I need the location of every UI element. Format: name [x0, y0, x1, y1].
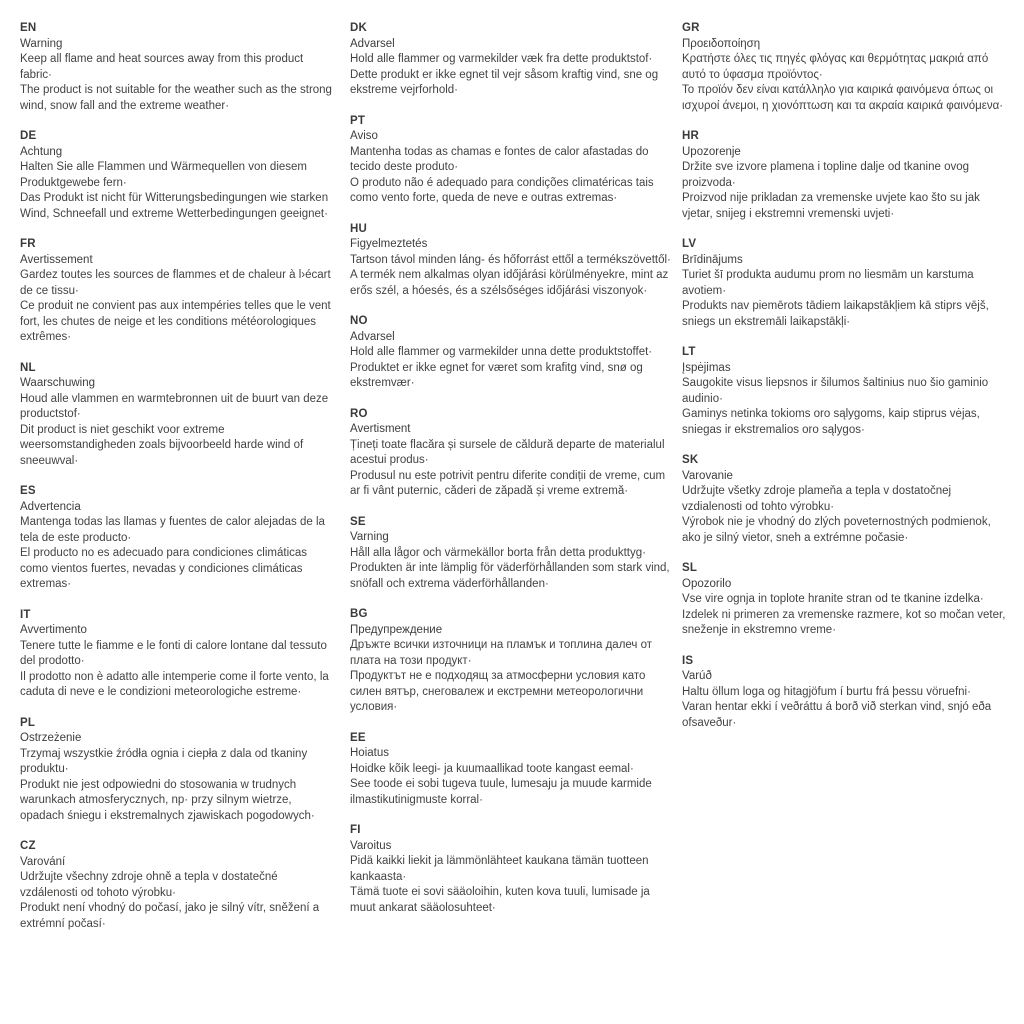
warning-paragraph: A termék nem alkalmas olyan időjárási körülményekre, mint az erős szél, a hóesés, és a szélsőséges időjárási viszonyok· — [350, 269, 669, 297]
language-code: BG — [350, 608, 368, 620]
warning-paragraph: Trzymaj wszystkie źródła ognia i ciepła z dala od tkaniny produktu· — [20, 747, 308, 775]
language-section — [350, 823, 672, 916]
warning-title: Warning — [20, 37, 63, 50]
language-section — [20, 129, 334, 222]
language-code: EE — [350, 731, 366, 744]
warning-paragraph: Haltu öllum loga og hitagjöfum í burtu frá þessu vöruefni· — [682, 685, 971, 698]
warning-paragraph: Gardez toutes les sources de flammes et de chaleur à l›écart de ce tissu· — [20, 269, 331, 297]
language-code: DK — [350, 22, 368, 34]
section-body — [350, 52, 672, 99]
warning-paragraph: Vse vire ognja in toplote hranite stran od te tkanine izdelka· — [682, 593, 984, 605]
warning-paragraph: El producto no es adecuado para condiciones climáticas como vientos fuertes, nevadas y condiciones climáticas extremas· — [20, 547, 308, 590]
warning-paragraph: Keep all flame and heat sources away from this product fabric· — [20, 53, 304, 81]
language-code: EN — [20, 22, 37, 34]
language-code: IS — [682, 654, 694, 667]
language-section — [682, 129, 1012, 222]
warning-paragraph: Dit product is niet geschikt voor extreme weersomstandigheden zoals bijvoorbeeld harde wind of sneeuwval· — [20, 423, 304, 467]
warning-paragraph: Saugokite visus liepsnos ir šilumos šaltinius nuo šio gaminio audinio· — [682, 377, 989, 405]
language-section — [682, 21, 1012, 114]
warning-paragraph: Dette produkt er ikke egnet til vejr såsom kraftig vind, sne og ekstreme vejrforhold· — [350, 68, 659, 96]
language-section — [20, 608, 334, 701]
warning-paragraph: Udržujte všetky zdroje plameňa a tepla v dostatočnej vzdialenosti od tohto výrobku· — [682, 485, 952, 513]
language-code: PL — [20, 716, 36, 729]
warning-paragraph: Hold alle flammer og varmekilder væk fra dette produktstof· — [350, 53, 653, 65]
warning-paragraph: Hoidke kõik leegi- ja kuumaallikad toote kangast eemal· — [350, 762, 634, 775]
section-body — [350, 638, 672, 716]
warning-title: Avertissement — [20, 253, 93, 266]
warning-title: Advarsel — [350, 37, 395, 50]
language-code: ES — [20, 485, 36, 497]
language-code: LT — [682, 346, 696, 358]
warning-paragraph: Houd alle vlammen en warmtebronnen uit de buurt van deze productstof· — [20, 392, 329, 420]
warning-title: Ostrzeżenie — [20, 732, 82, 744]
language-code: SK — [682, 454, 699, 466]
warning-paragraph: Produkts nav piemērots tādiem laikapstākļiem kā stiprs vējš, sniegs un ekstremāli laikapstākļi· — [682, 300, 989, 328]
section-body — [682, 592, 1012, 639]
section-body — [350, 145, 672, 207]
warning-column-1 — [20, 21, 334, 947]
warning-paragraph: Produkt nie jest odpowiedni do stosowania w trudnych warunkach atmosferycznych, np· przy silnym wietrze, opadach śniegu i ekstremalnych zjawiskach pogodowych· — [20, 778, 315, 822]
warning-paragraph: See toode ei sobi tugeva tuule, lumesaju ja muude karmide ilmastikutinigmuste korral· — [350, 778, 652, 806]
language-code: NO — [350, 315, 368, 327]
warning-title: Waarschuwing — [20, 377, 95, 389]
section-body — [682, 484, 1012, 546]
section-body — [350, 253, 672, 300]
language-section — [20, 361, 334, 470]
warning-paragraph: Turiet šī produkta audumu prom no liesmām un karstuma avotiem· — [682, 269, 974, 297]
section-body — [20, 268, 334, 346]
language-code: FR — [20, 238, 36, 250]
warning-paragraph: Tartson távol minden láng- és hőforrást ettől a termékszövettől· — [350, 253, 671, 266]
warning-paragraph: O produto não é adequado para condições climatéricas tais como vento forte, queda de neve e outras extremas· — [350, 176, 654, 204]
section-body — [20, 515, 334, 593]
section-body — [682, 160, 1012, 222]
warning-paragraph: Pidä kaikki liekit ja lämmönlähteet kaukana tämän tuotteen kankaasta· — [350, 855, 649, 883]
language-section — [20, 484, 334, 593]
section-body — [682, 376, 1012, 438]
language-code: HU — [350, 222, 368, 235]
warning-column-3 — [682, 21, 1012, 746]
warning-paragraph: Mantenga todas las llamas y fuentes de calor alejadas de la tela de este producto· — [20, 516, 325, 544]
section-body — [682, 685, 1012, 732]
language-section — [350, 21, 672, 99]
warning-title: Opozorilo — [682, 577, 732, 590]
warning-paragraph: Produkt není vhodný do počasí, jako je silný vítr, sněžení a extrémní počasí· — [20, 902, 320, 930]
warning-paragraph: Gaminys netinka tokioms oro sąlygoms, kaip stiprus vėjas, sniegas ir ekstremalios oro sąlygos· — [682, 408, 980, 436]
section-body — [20, 392, 334, 470]
warning-column-2 — [350, 21, 672, 931]
language-section — [350, 607, 672, 716]
section-body — [20, 52, 334, 114]
warning-paragraph: Produktet er ikke egnet for været som krafitg vind, snø og ekstremvær· — [350, 361, 643, 389]
language-code: IT — [20, 608, 31, 621]
warning-paragraph: Produsul nu este potrivit pentru diferite condiții de vreme, cum ar fi vânt puternic, căderi de zăpadă și vreme extremă· — [350, 469, 666, 497]
warning-paragraph: Håll alla lågor och värmekällor borta från detta produkttyg· — [350, 546, 646, 559]
warning-title: Advarsel — [350, 330, 395, 343]
language-code: FI — [350, 824, 361, 836]
language-code: SE — [350, 515, 366, 528]
language-section — [20, 839, 334, 932]
warning-paragraph: Tämä tuote ei sovi sääoloihin, kuten kova tuuli, lumisade ja muut ankarat sääolosuhteet· — [350, 886, 650, 914]
warning-title: Varning — [350, 531, 389, 543]
warning-paragraph: Udržujte všechny zdroje ohně a tepla v dostatečné vzdálenosti od tohoto výrobku· — [20, 871, 278, 899]
warning-title: Įspėjimas — [682, 361, 731, 374]
language-section — [682, 654, 1012, 732]
language-code: RO — [350, 407, 368, 420]
language-code: LV — [682, 238, 697, 250]
warning-title: Προειδοποίηση — [682, 37, 761, 50]
warning-paragraph: Držite sve izvore plamena i topline dalje od tkanine ovog proizvoda· — [682, 161, 970, 189]
language-section — [682, 561, 1012, 639]
language-code: HR — [682, 130, 700, 142]
language-section — [350, 407, 672, 500]
warning-paragraph: Κρατήστε όλες τις πηγές φλόγας και θερμότητας μακριά από αυτό το ύφασμα προϊόντος· — [682, 53, 989, 81]
warning-title: Upozorenje — [682, 145, 741, 158]
section-body — [350, 854, 672, 916]
warning-title: Varúð — [682, 670, 712, 682]
warning-paragraph: Il prodotto non è adatto alle intemperie come il forte vento, la caduta di neve e le condizioni meteorologiche estreme· — [20, 670, 329, 698]
section-body — [350, 345, 672, 392]
warning-paragraph: Das Produkt ist nicht für Witterungsbedingungen wie starken Wind, Schneefall und extreme Wetterbedingungen geeignet· — [20, 192, 329, 220]
warning-title: Aviso — [350, 130, 378, 142]
warning-paragraph: Halten Sie alle Flammen und Wärmequellen von diesem Produktgewebe fern· — [20, 161, 308, 189]
warning-title: Figyelmeztetés — [350, 238, 428, 250]
language-section — [682, 453, 1012, 546]
section-body — [20, 639, 334, 701]
language-section — [682, 345, 1012, 438]
warning-title: Varoitus — [350, 839, 392, 852]
warning-paragraph: The product is not suitable for the weather such as the strong wind, snow fall and the extreme weather· — [20, 84, 332, 112]
warning-paragraph: Țineți toate flacăra și sursele de căldură departe de materialul acestui produs· — [350, 438, 665, 466]
language-section — [20, 716, 334, 825]
warning-title: Hoiatus — [350, 747, 389, 759]
warning-paragraph: Výrobok nie je vhodný do zlých poveternostných podmienok, ako je silný vietor, sneh a extrémne počasie· — [682, 516, 991, 544]
warning-title: Brīdinājums — [682, 253, 743, 266]
warning-paragraph: Proizvod nije prikladan za vremenske uvjete kao što su jak vjetar, snijeg i ekstremni vremenski uvjeti· — [682, 192, 980, 220]
language-section — [350, 314, 672, 392]
language-section — [350, 515, 672, 593]
language-section — [20, 237, 334, 346]
section-body — [682, 268, 1012, 330]
section-body — [20, 747, 334, 825]
language-code: PT — [350, 114, 366, 127]
warning-paragraph: Hold alle flammer og varmekilder unna dette produktstoffet· — [350, 346, 653, 358]
section-body — [350, 762, 672, 809]
warning-paragraph: Produkten är inte lämplig för väderförhållanden som stark vind, snöfall och extrema väderförhållanden· — [350, 562, 670, 590]
section-body — [20, 160, 334, 222]
warning-title: Предупреждение — [350, 623, 443, 636]
warning-paragraph: Izdelek ni primeren za vremenske razmere, kot so močan veter, sneženje in ekstremno vreme· — [682, 608, 1006, 636]
language-section — [350, 222, 672, 300]
language-code: GR — [682, 22, 700, 34]
warning-title: Varování — [20, 855, 66, 868]
section-body — [350, 438, 672, 500]
warning-paragraph: Ce produit ne convient pas aux intempéries telles que le vent fort, les chutes de neige et les conditions météorologiques extrêmes· — [20, 300, 331, 343]
language-code: CZ — [20, 840, 36, 852]
warning-paragraph: Varan hentar ekki í veðráttu á borð við sterkan vind, snjó eða ofsaveður· — [682, 701, 992, 729]
warning-title: Advertencia — [20, 500, 81, 513]
language-section — [350, 114, 672, 207]
language-code: DE — [20, 130, 37, 142]
warning-paragraph: Tenere tutte le fiamme e le fonti di calore lontane dal tessuto del prodotto· — [20, 639, 327, 667]
warning-paragraph: Продуктът не е подходящ за атмосферни условия като силен вятър, снеговалеж и екстремни метеорологични условия· — [350, 670, 646, 713]
warning-paragraph: Το προϊόν δεν είναι κατάλληλο για καιρικά φαινόμενα όπως οι ισχυροί άνεμοι, η χιονόπτωση και τα ακραία καιρικά φαινόμενα· — [682, 84, 1004, 112]
section-body — [20, 870, 334, 932]
warning-title: Avertisment — [350, 423, 411, 435]
warning-title: Achtung — [20, 145, 63, 158]
language-code: NL — [20, 361, 36, 374]
warning-paragraph: Дръжте всички източници на пламък и топлина далеч от плата на този продукт· — [350, 639, 653, 667]
language-code: SL — [682, 562, 698, 574]
section-body — [350, 546, 672, 593]
section-body — [682, 52, 1012, 114]
language-section — [20, 21, 334, 114]
language-section — [350, 731, 672, 809]
warning-title: Avvertimento — [20, 624, 87, 636]
warning-title: Varovanie — [682, 469, 733, 482]
warning-paragraph: Mantenha todas as chamas e fontes de calor afastadas do tecido deste produto· — [350, 145, 649, 173]
language-section — [682, 237, 1012, 330]
